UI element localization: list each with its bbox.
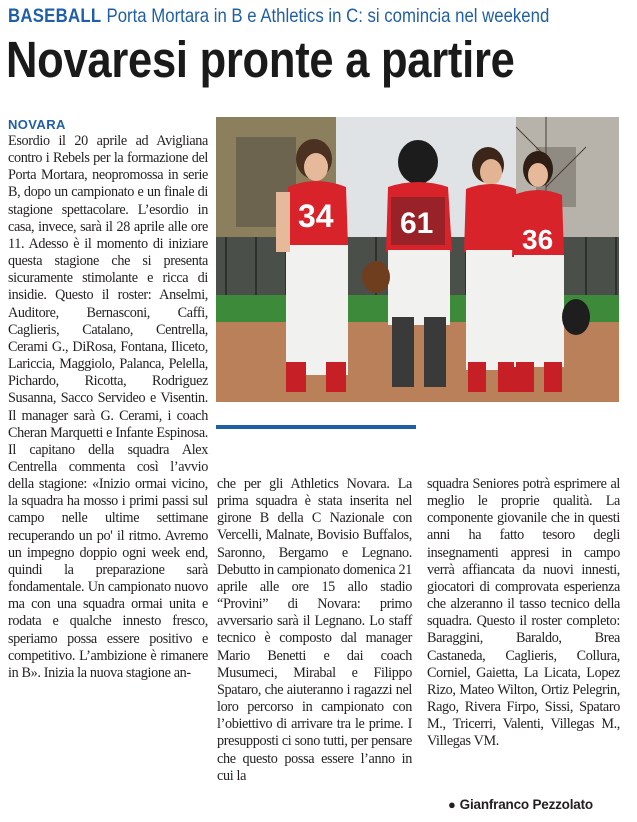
article-column-2 <box>217 476 412 785</box>
headline: Novaresi pronte a partire <box>6 31 515 88</box>
article-column-1 <box>8 116 208 682</box>
dateline: NOVARA <box>8 117 66 132</box>
byline <box>448 796 593 813</box>
kicker-topic: Porta Mortara in B e Athletics in C: si comincia nel weekend <box>106 5 550 27</box>
article-column-3 <box>427 476 620 751</box>
section-label: BASEBALL <box>8 5 102 27</box>
jersey-number-61: 61 <box>400 207 434 240</box>
author-name: Gianfranco Pezzolato <box>459 797 593 812</box>
body-text-column-3: squadra Seniores potrà esprimere al meglio le proprie qualità. La componente giovanile che in questi anni ha fatto tesoro degli insegnamenti appresi in campo verrà affiancata da nuovi innesti, giocatori di comprovata esperienza che alzeranno il tasso tecnico della squadra. Questo il roster completo: Baraggini, Baraldo, Brea Castaneda, Caglieris, Collura, Corniel, Gaietta, La Licata, Lopez Rizo, Mateo Wilton, Ortiz Pelegrin, Rago, Rivera Firpo, Sissi, Spataro M., Tricerri, Valenti, Villegas M., Villegas VM. <box>427 476 620 750</box>
section-divider <box>216 425 416 429</box>
kicker <box>8 4 550 28</box>
jersey-number-36: 36 <box>522 224 554 255</box>
team-photo <box>216 117 619 402</box>
byline-bullet-icon: ● <box>448 797 456 812</box>
body-text-column-2: che per gli Athletics Novara. La prima squadra è stata inserita nel girone B della C Nazionale con Vercelli, Malnate, Bovisio Buffalos, Saronno, Bergamo e Legnano. Debutto in campionato domenica 21 aprile alle ore 15 allo stadio “Provini” di Novara: primo avversario sarà il Legnano. Lo staff tecnico è composto dal manager Mario Benetti e dai coach Musumeci, Mirabal e Filippo Spataro, che aiuteranno i ragazzi nel loro percorso in campionato con l’obiettivo di arrivare tra le prime. I presupposti ci sono tutti, per pensare che questo possa essere l’anno in cui la <box>217 476 412 784</box>
body-text-column-1: Esordio il 20 aprile ad Avigliana contro i Rebels per la formazione del Porta Mortara, neopromossa in serie B, dopo un campionato e un finale di stagione spettacolare. L’esordio in casa, invece, sarà il 28 aprile alle ore 11. Adesso è il momento di iniziare questa stagione che si presenta sicuramente stimolante e ricca di insidie. Questo il roster: Anselmi, Auditore, Bernasconi, Caffi, Caglieris, Catalano, Centrella, Cerami G., DiRosa, Fontana, Iliceto, Lariccia, Maggiolo, Palanca, Pelella, Pichardo, Ricotta, Rodriguez Susanna, Sacco Servideo e Visentin. Il manager sarà G. Cerami, i coach Cheran Marquetti e Infante Espinosa. Il capitano della squadra Alex Centrella commenta così l’avvio della stagione: «Inizio ormai vicino, la squadra ha mosso i primi passi sul campo nelle ultime settimane recuperando un po' il ritmo. Avremo un impegno doppio ogni week end, quindi la preparazione sarà fondamentale. Un campionato nuovo ma con una squadra ormai unita e rodata e qualche innesto fresco, speriamo possa essere positivo e competitivo. L’ambizione è rimanere in B». Inizia la nuova stagione an- <box>8 133 208 681</box>
jersey-number-34: 34 <box>298 198 334 234</box>
